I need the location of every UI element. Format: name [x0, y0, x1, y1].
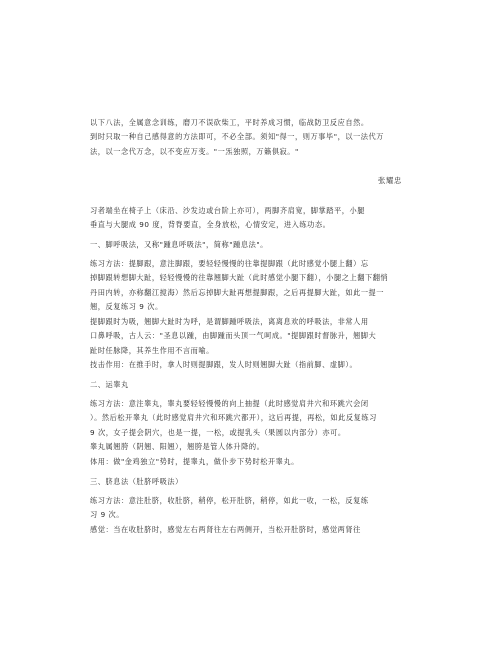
section-2-line: 睾丸属翘胯（阴翘、阳翘），翘胯是管人体升降的。: [90, 442, 265, 451]
section-1-line: 丹田内转，亦称翻江搅海）然后忘掉脚大趾再想提脚跟，之后再提脚大趾，如此一提一: [90, 288, 385, 297]
section-1-line: 趾时任脉降，其养生作用不言而喻。: [90, 346, 214, 355]
section-1-line: 技击作用：在推手时，拿人时则提脚跟，发人时则翘脚大趾（指前脚、虚脚）。: [90, 360, 358, 369]
section-1-line: 练习方法：提脚跟，意注脚跟，要轻轻慢慢的往靠提脚跟（此时感觉小腿上翻）忘: [90, 259, 369, 268]
intro-line-3: 法，以一念代万念，以不变应万变。"一炁独照，万籁俱寂。": [90, 147, 299, 156]
section-2-line: 9 次，女子提会阴穴，也是一提，一松，或提乳头（果圆以内部分）亦可。: [90, 428, 346, 437]
section-1-line: 掉脚跟转想脚大趾，轻轻慢慢的往靠翘脚大趾（此时感觉小腿下翻），小腿之上翻下翻悄: [90, 273, 389, 282]
section-1-line: 提脚跟时为吸，翘脚大趾时为呼，是谓脚踵呼吸法，离离息欢的呼吸法，非常人用: [90, 317, 369, 326]
section-heading-3: 三、脐息法（肚脐呼吸法）: [90, 477, 183, 486]
intro-line-1: 以下八法，全属意念训练，磨刀不误砍柴工，平时养成习惯，临战防卫反应自然。: [90, 118, 369, 127]
section-heading-2: 二、运睾丸: [90, 380, 129, 389]
preface-line-1: 习者端坐在椅子上（床沿、沙发边或台阶上亦可），两脚齐肩宽，脚掌踏平，小腿: [90, 206, 365, 215]
intro-line-2: 到时只取一种自己感得意的方法即可，不必全部。须知"得一，则万事毕"，以一法代万: [90, 132, 385, 141]
section-2-line: 练习方法：意注睾丸，睾丸要轻轻慢慢的向上抽提（此时感觉肩井穴和环跳穴会闭: [90, 399, 369, 408]
section-1-line: 翘，反复练习 9 次。: [90, 302, 163, 311]
preface-line-2: 垂直与大腿成 90 度，背脊要直，全身放松，心情安定，进入练功态。: [90, 220, 331, 229]
section-3-line: 练习方法：意注肚脐，收肚脐，稍停，松开肚脐，稍停，如此一收，一松，反复练: [90, 496, 369, 505]
section-2-line: ）。然后松开睾丸（此时感觉肩井穴和环跳穴都开），这后再提，再松，如此反复练习: [90, 413, 377, 422]
section-3-line: 习 9 次。: [90, 510, 125, 519]
section-1-line: 口鼻呼吸，古人云："圣息以踵，由脚踵而头顶一气呵成。"提脚跟时督脉升，翘脚大: [90, 331, 377, 340]
section-3-line: 感觉：当在收肚脐时，感觉左右两肾往左右两侧开，当松开肚脐时，感觉两肾往: [90, 525, 361, 534]
section-2-line: 体用：做"金鸡独立"势时，提睾丸，做仆步下势时松开睾丸。: [90, 457, 299, 466]
section-heading-1: 一、脚呼吸法，又称"踵息呼吸法"，简称"踵息法"。: [90, 240, 268, 249]
author-signature: 张耀忠: [378, 176, 402, 185]
